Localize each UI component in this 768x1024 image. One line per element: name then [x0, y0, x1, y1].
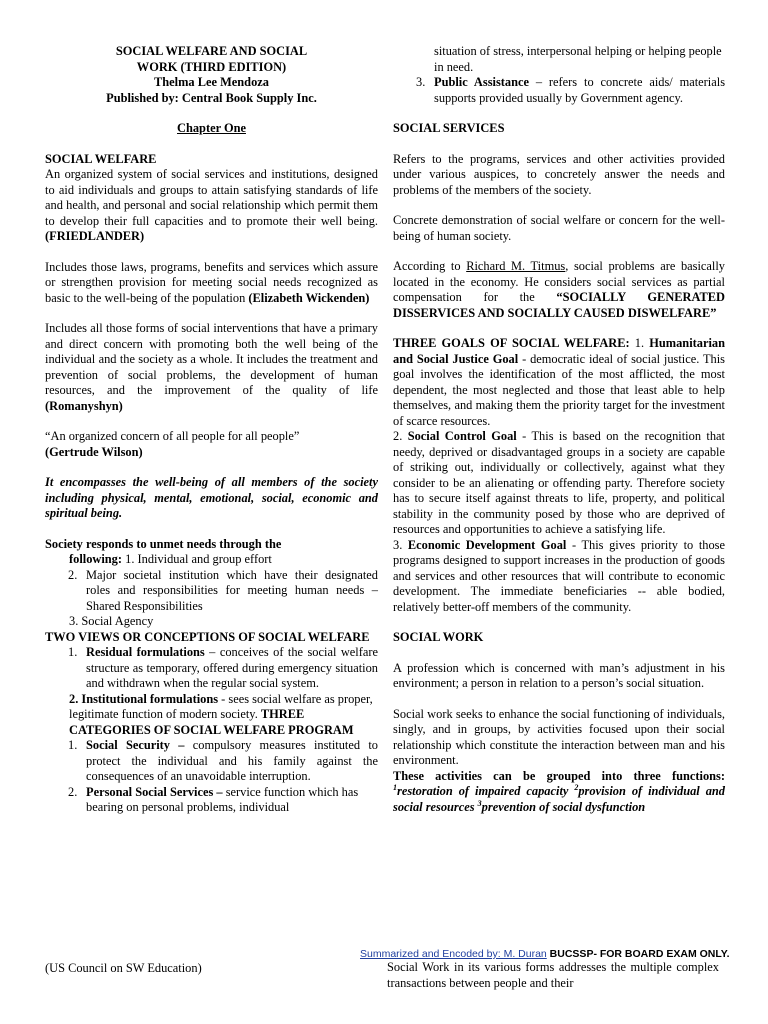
social-work-heading: SOCIAL WORK	[393, 630, 484, 644]
social-work-functions: These activities can be grouped into three functions: $^1$restoration of impaired capacity $^2$provision of individual and social resources $^3$prevention of social dysfunction	[393, 768, 725, 814]
category-social-security: 1. Social Security – compulsory measures instituted to protect the individual and his family against the consequences of an unavoidable interruption.	[68, 738, 378, 783]
council-citation: (US Council on SW Education)	[45, 961, 202, 975]
encompass-statement: It encompasses the well-being of all members of the society including physical, mental, emotional, social, economic and spiritual being.	[45, 475, 378, 520]
social-services-demonstration: Concrete demonstration of social welfare or concern for the well-being of human society.	[393, 213, 725, 243]
responds-heading: Society responds to unmet needs through the	[45, 536, 282, 551]
goal-economic-development: 3. Economic Development Goal - This gives priority to those programs designed to support increases in the production of goods and services and other resources that will contribute to economic development. The immediate beneficiaries -- able bodied, relatively better-off members of the community.	[393, 537, 725, 614]
view-institutional: 2. Institutional formulations - sees social welfare as proper, legitimate function of modern society. THREE CATEGORIES OF SOCIAL WELFARE PROGRAM	[69, 691, 373, 737]
goal-social-control: 2. Social Control Goal - This is based on the recognition that needy, deprived or disadvantaged groups in a society are capable of striking out, individually or collectively, against what they consider to be an alienating or offending party. Therefore society has to secure itself against threats to life, property, and political stability in the community posed by those who are deprived of resources and opportunities to achieve a satisfying life.	[393, 429, 726, 536]
continued-paragraph: Social Work in its various forms addresses the multiple complex transactions between people and their	[387, 960, 719, 990]
book-author: Thelma Lee Mendoza	[154, 75, 269, 89]
responds-item-3: 3. Social Agency	[69, 614, 154, 628]
category-public-assistance: 3. Public Assistance – refers to concrete aids/ materials supports provided usually by Government agency.	[416, 75, 726, 105]
social-services-definition: Refers to the programs, services and other activities provided under various auspices, to concretely answer the needs and problems of the members of the society.	[393, 151, 725, 197]
book-title-line2: WORK (THIRD EDITION)	[136, 59, 287, 74]
definition-wilson-quote: “An organized concern of all people for all people”	[45, 429, 300, 443]
social-work-purpose: Social work seeks to enhance the social functioning of individuals, singly, and in groups, by activities focused upon their social relationship which constitute the interaction between man and his environment.	[393, 706, 725, 767]
titmus-paragraph: According to Richard M. Titmus, social problems are basically located in the economy. He considers social services as partial compensation for the “SOCIALLY GENERATED DISSERVICES AND SOCIALLY CAUSED DISWELFARE”	[393, 259, 726, 320]
goal-humanitarian: THREE GOALS OF SOCIAL WELFARE: 1. Humanitarian and Social Justice Goal - democratic ideal of social justice. This goal involves the identification of the most afflicted, the most dependent, the most neglected and those that least able to help themselves, and making them the priority target for the investment of scarce resources.	[393, 336, 725, 428]
definition-wickenden: Includes those laws, programs, benefits and services which assure or strengthen provision for meeting social needs recognized as basic to the well-being of the population (Elizabeth Wickenden)	[45, 259, 378, 305]
left-column	[45, 0, 378, 816]
category-personal-social-services-cont: situation of stress, interpersonal helping or helping people in need.	[434, 44, 722, 74]
book-publisher: Published by: Central Book Supply Inc.	[106, 90, 317, 105]
social-services-heading: SOCIAL SERVICES	[393, 121, 505, 135]
definition-wilson-source: (Gertrude Wilson)	[45, 444, 143, 459]
chapter-title: Chapter One	[177, 121, 246, 135]
social-welfare-heading: SOCIAL WELFARE	[45, 151, 157, 166]
definition-friedlander: An organized system of social services and institutions, designed to aid individuals and groups to attain satisfying standards of life and health, and personal and social relationship which permit them to develop their full capacities and to promote their well being.(FRIEDLANDER)	[45, 167, 378, 243]
social-work-definition: A profession which is concerned with man’s adjustment in his environment; a person in relation to a person’s social situation.	[393, 660, 725, 690]
encoder-credit: Summarized and Encoded by: M. Duran BUCSSP- FOR BOARD EXAM ONLY.	[360, 948, 730, 960]
right-column	[393, 0, 725, 815]
definition-romanyshyn: Includes all those forms of social interventions that have a primary and direct concern with promoting both the well being of the individual and the society as a whole. It includes the treatment and prevention of social problems, the development of human resources, and the improvement of the quality of life (Romanyshyn)	[45, 321, 378, 413]
book-title-line1: SOCIAL WELFARE AND SOCIAL	[115, 44, 308, 58]
responds-item-2: 2. Major societal institution which have their designated roles and responsibilities for meeting human needs – Shared Responsibilities	[68, 567, 378, 613]
responds-item-1: following: 1. Individual and group effort	[69, 552, 272, 566]
two-views-heading: TWO VIEWS OR CONCEPTIONS OF SOCIAL WELFARE	[45, 629, 370, 644]
category-personal-social-services: 2. Personal Social Services – service function which has bearing on personal problems, individual	[68, 784, 359, 814]
view-residual: 1. Residual formulations – conceives of the social welfare structure as temporary, offered during emergency situation and withdrawn when the regular social system.	[68, 645, 378, 690]
